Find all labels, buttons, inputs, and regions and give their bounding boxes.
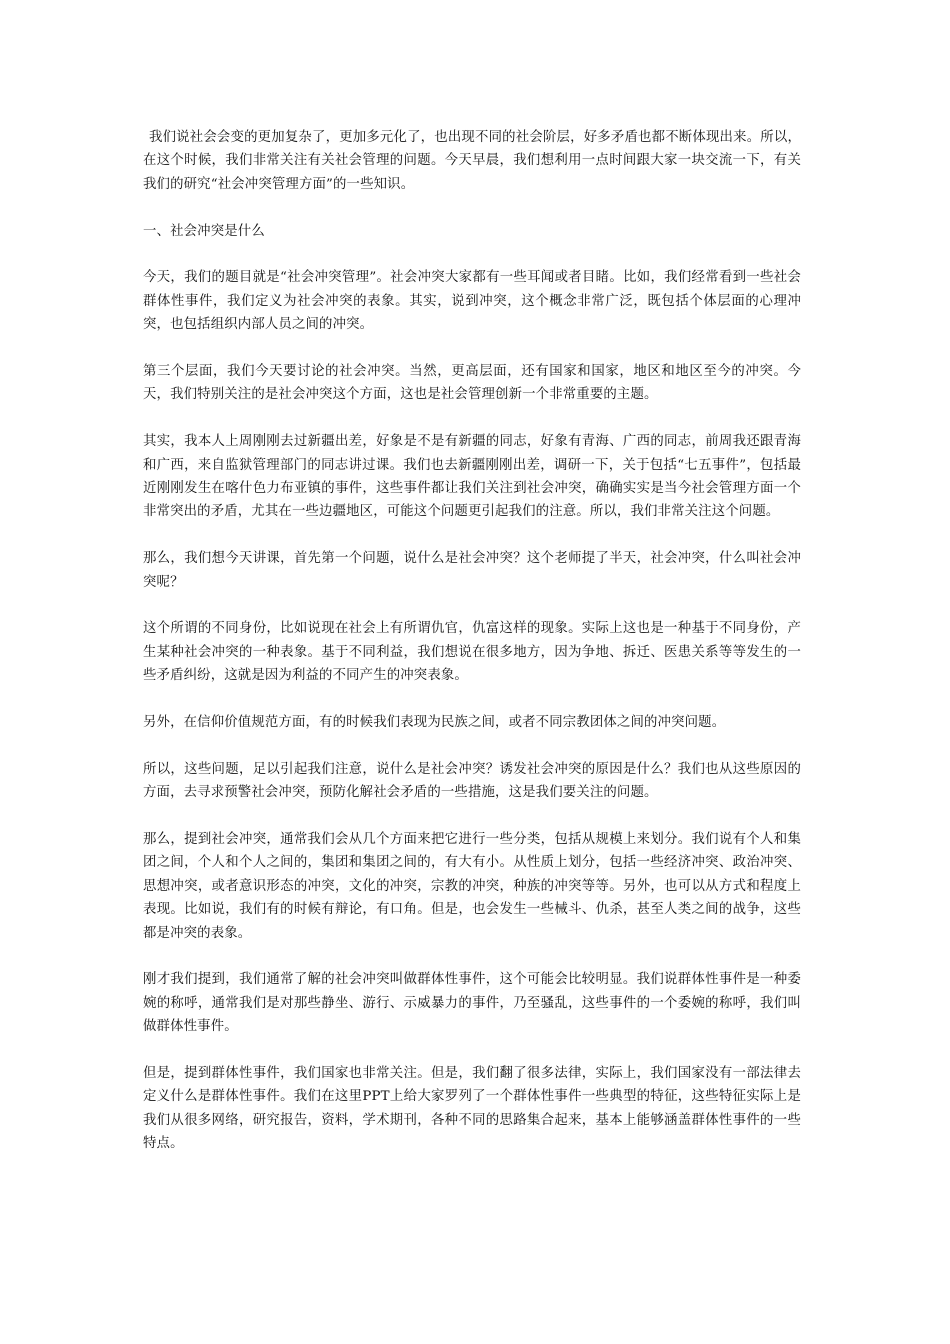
body-paragraph: 这个所谓的不同身份，比如说现在社会上有所谓仇官，仇富这样的现象。实际上这也是一种基于不同身份，产生某种社会冲突的一种表象。基于不同利益，我们想说在很多地方，因为争地、拆迁、医患关系等等发生的一些矛盾纠纷，这就是因为利益的不同产生的冲突表象。 xyxy=(143,621,801,684)
body-paragraph: 刚才我们提到，我们通常了解的社会冲突叫做群体性事件，这个可能会比较明显。我们说群体性事件是一种委婉的称呼，通常我们是对那些静坐、游行、示威暴力的事件，乃至骚乱，这些事件的一个委婉的称呼，我们叫做群体性事件。 xyxy=(143,972,801,1035)
body-paragraph: 今天，我们的题目就是“社会冲突管理”。社会冲突大家都有一些耳闻或者目睹。比如，我们经常看到一些社会群体性事件，我们定义为社会冲突的表象。其实，说到冲突，这个概念非常广泛，既包括个体层面的心理冲突，也包括组织内部人员之间的冲突。 xyxy=(143,270,801,333)
body-paragraph: 另外，在信仰价值规范方面，有的时候我们表现为民族之间，或者不同宗教团体之间的冲突问题。 xyxy=(143,715,726,731)
body-paragraph: 所以，这些问题，足以引起我们注意，说什么是社会冲突？诱发社会冲突的原因是什么？我们也从这些原因的方面，去寻求预警社会冲突，预防化解社会矛盾的一些措施，这是我们要关注的问题。 xyxy=(143,761,801,801)
body-paragraph: 第三个层面，我们今天要讨论的社会冲突。当然，更高层面，还有国家和国家，地区和地区至今的冲突。今天，我们特别关注的是社会冲突这个方面，这也是社会管理创新一个非常重要的主题。 xyxy=(143,364,801,403)
body-paragraph: 那么，提到社会冲突，通常我们会从几个方面来把它进行一些分类，包括从规模上来划分。我们说有个人和集团之间，个人和个人之间的，集团和集团之间的，有大有小。从性质上划分，包括一些经济冲突、政治冲突、思想冲突，或者意识形态的冲突，文化的冲突，宗教的冲突，种族的冲突等等。另外，也可以从方式和程度上表现。比如说，我们有的时候有辩论，有口角。但是，也会发生一些械斗、仇杀，甚至人类之间的战争，这些都是冲突的表象。 xyxy=(143,832,801,941)
body-paragraph: 那么，我们想今天讲课，首先第一个问题，说什么是社会冲突？这个老师提了半天，社会冲突，什么叫社会冲突呢？ xyxy=(143,551,801,590)
body-paragraph: 但是，提到群体性事件，我们国家也非常关注。但是，我们翻了很多法律，实际上，我们国家没有一部法律去定义什么是群体性事件。我们在这里PPT上给大家罗列了一个群体性事件一些典型的特征，这些特征实际上是我们从很多网络，研究报告，资料，学术期刊，各种不同的思路集合起来，基本上能够涵盖群体性事件的一些特点。 xyxy=(143,1066,801,1152)
document-page xyxy=(143,126,801,1179)
body-paragraph: 其实，我本人上周刚刚去过新疆出差，好象是不是有新疆的同志，好象有青海、广西的同志，前周我还跟青海和广西，来自监狱管理部门的同志讲过课。我们也去新疆刚刚出差，调研一下，关于包括“七五事件”，包括最近刚刚发生在喀什色力布亚镇的事件，这些事件都让我们关注到社会冲突，确确实实是当今社会管理方面一个非常突出的矛盾，尤其在一些边疆地区，可能这个问题更引起我们的注意。所以，我们非常关注这个问题。 xyxy=(143,434,801,520)
intro-paragraph: 我们说社会会变的更加复杂了，更加多元化了，也出现不同的社会阶层，好多矛盾也都不断体现出来。所以，在这个时候，我们非常关注有关社会管理的问题。今天早晨，我们想利用一点时间跟大家一块交流一下，有关我们的研究“社会冲突管理方面”的一些知识。 xyxy=(143,130,801,192)
section-heading: 一、社会冲突是什么 xyxy=(143,223,265,239)
